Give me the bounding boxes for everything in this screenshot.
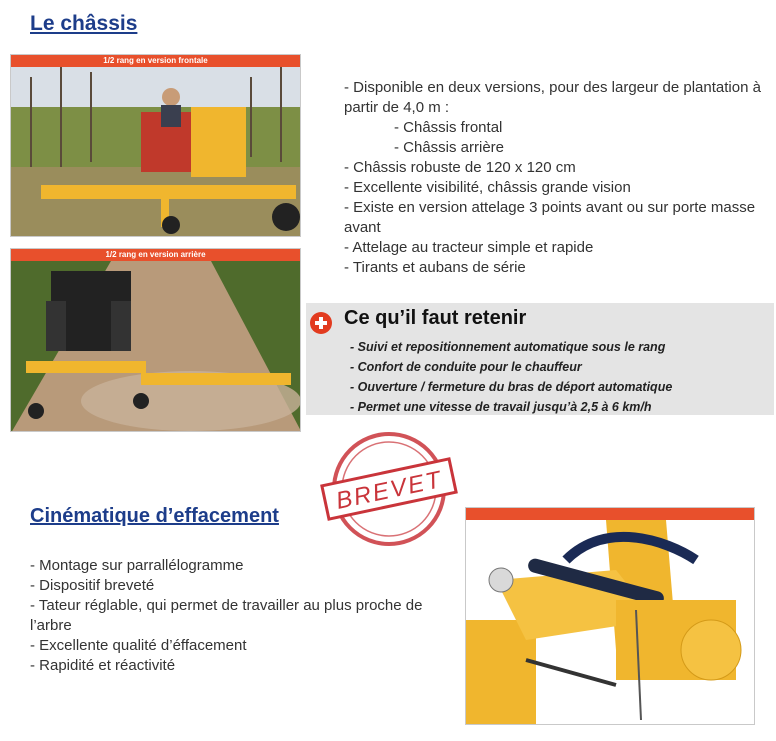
photo-caption-front: 1/2 rang en version frontale bbox=[11, 55, 300, 67]
kinematics-heading: Cinématique d’effacement bbox=[30, 505, 279, 527]
feature-item: - Rapidité et réactivité bbox=[30, 657, 176, 674]
feature-item: - Disponible en deux versions, pour des largeur de plantation à partir de 4,0 m : bbox=[344, 79, 761, 116]
feature-item: - Attelage au tracteur simple et rapide bbox=[344, 239, 594, 256]
chassis-feature-list bbox=[344, 78, 764, 278]
mechanism-photo bbox=[465, 507, 755, 725]
feature-item: - Châssis arrière bbox=[394, 139, 505, 156]
feature-item: - Excellente qualité d’éffacement bbox=[30, 637, 247, 654]
key-points-box bbox=[306, 303, 774, 415]
key-point: - Permet une vitesse de travail jusqu’à 2,5 à 6 km/h bbox=[350, 400, 652, 414]
feature-item: - Tateur réglable, qui permet de travailler au plus proche de l’arbre bbox=[30, 597, 423, 634]
chassis-heading: Le châssis bbox=[30, 12, 138, 35]
photo-caption-rear: 1/2 rang en version arrière bbox=[11, 249, 300, 261]
feature-item: - Existe en version attelage 3 points avant ou sur porte masse avant bbox=[344, 199, 756, 236]
kinematics-feature-list bbox=[30, 556, 450, 676]
stamp-text: BREVET bbox=[333, 466, 445, 515]
front-chassis-photo bbox=[10, 54, 301, 237]
feature-item: - Montage sur parrallélogramme bbox=[30, 557, 244, 574]
key-point: - Ouverture / fermeture du bras de déport automatique bbox=[350, 380, 673, 394]
feature-item: - Châssis robuste de 120 x 120 cm bbox=[344, 159, 576, 176]
patent-stamp bbox=[318, 428, 460, 550]
key-points-list bbox=[350, 337, 672, 417]
feature-item: - Châssis frontal bbox=[394, 119, 503, 136]
plus-icon bbox=[310, 312, 332, 334]
key-point: - Suivi et repositionnement automatique sous le rang bbox=[350, 340, 666, 354]
feature-item: - Excellente visibilité, châssis grande vision bbox=[344, 179, 631, 196]
feature-item: - Dispositif breveté bbox=[30, 577, 155, 594]
feature-item: - Tirants et aubans de série bbox=[344, 259, 526, 276]
key-point: - Confort de conduite pour le chauffeur bbox=[350, 360, 582, 374]
key-points-title: Ce qu’il faut retenir bbox=[344, 307, 527, 329]
rear-chassis-photo bbox=[10, 248, 301, 432]
